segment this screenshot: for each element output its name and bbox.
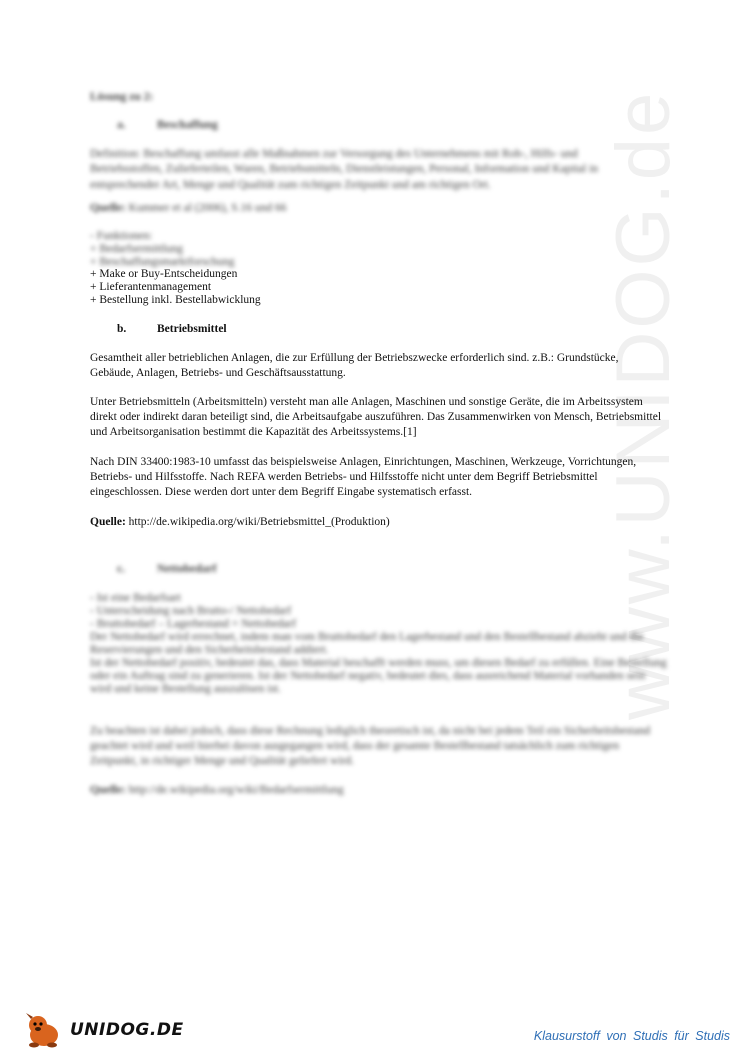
function-item: + Lieferantenmanagement <box>90 281 212 293</box>
source-text: Kummer et al (2006), S.16 und 66 <box>128 202 287 214</box>
text-line: Unter Betriebsmitteln (Arbeitsmitteln) versteht man alle Anlagen, Maschinen und sonstige Geräte, die im Arbeitssystem <box>90 396 643 408</box>
solution-heading: Lösung zu 2: <box>90 91 154 103</box>
text-line: Zu beachten ist dabei jedoch, dass diese Rechnung lediglich theoretisch ist, da nicht bei jedem Teil ein Sicherheitsbestand <box>90 725 651 737</box>
source-label: Quelle: <box>90 202 126 214</box>
text-line: wird und keine Bestellung auszulösen ist. <box>90 683 281 695</box>
source-label: Quelle: <box>90 516 126 528</box>
text-line: direkt oder indirekt daran beteiligt sind, die Arbeitsaufgabe auszuführen. Das Zusammenwirken von Mensch, Betriebsmittel <box>90 411 662 423</box>
text-line: Gesamtheit aller betrieblichen Anlagen, die zur Erfüllung der Betriebszwecke erforderlich sind. z.B.: Grundstücke, <box>90 352 619 364</box>
text-line: geachtet wird und weil hierbei davon ausgegangen wird, dass der gesamte Bestellbestand tatsächlich zum richtigen <box>90 740 620 752</box>
unidog-logo[interactable] <box>22 1011 184 1049</box>
text-line: und Arbeitsorganisation bestimmt die Kapazität des Arbeitssystems.[1] <box>90 426 417 438</box>
text-line: eingeschlossen. Diese werden dort unter dem Begriff Eingabe systematisch erfasst. <box>90 486 473 498</box>
section-c-title: Nettobedarf <box>157 563 217 575</box>
functions-header: - Funktionen: <box>90 230 153 242</box>
bullet-item: - Ist eine Bedarfsart <box>90 592 182 604</box>
section-b-letter: b. <box>117 323 127 335</box>
function-item: + Beschaffungsmarktforschung <box>90 256 235 268</box>
section-c-source <box>90 784 344 797</box>
source-label: Quelle: <box>90 784 126 796</box>
footer-tagline: Klausurstoff von Studis für Studis <box>533 1029 730 1043</box>
bullet-item: - Unterscheidung nach Brutto-/ Nettobedarf <box>90 605 292 617</box>
text-line: Ist der Nettobedarf positiv, bedeutet das, dass Material beschafft werden muss, um diesen Bedarf zu erfüllen. Eine Bestellung <box>90 657 667 669</box>
text-line: Gebäude, Anlagen, Betriebs- und Geschäftsausstattung. <box>90 367 346 379</box>
text-line: Zeitpunkt, in richtiger Menge und Qualität geliefert wird. <box>90 755 355 767</box>
function-item: + Bestellung inkl. Bestellabwicklung <box>90 294 261 306</box>
section-a-source <box>90 202 286 215</box>
bullet-item: - Bruttobedarf – Lagerbestand = Nettobedarf <box>90 618 297 630</box>
text-line: Reservierungen und den Sicherheitsbestand addiert. <box>90 644 329 656</box>
section-a-definition: Definition: Beschaffung umfasst alle Maßnahmen zur Versorgung des Unternehmens mit Roh-, Hilfs- und Betriebsstoffen, Zulieferteilen, Waren, Betriebsmitteln, Dienstleistungen, Personal, Information und Kapital in entsprechender Art, Menge und Qualität zum richtigen Zeitpunkt und am richtigen Ort. <box>90 148 599 191</box>
logo-text: UNIDOG.DE <box>70 1020 184 1040</box>
function-item: + Make or Buy-Entscheidungen <box>90 268 238 280</box>
section-b-title: Betriebsmittel <box>157 323 227 335</box>
text-line: oder ein Auftrag sind zu generieren. Ist der Nettobedarf negativ, bedeutet dies, dass ausreichend Material vorhanden sein <box>90 670 646 682</box>
text-line: Der Nettobedarf wird errechnet, indem man vom Bruttobedarf den Lagerbestand und den Bestellbestand abzieht und die <box>90 631 644 643</box>
section-a-title: Beschaffung <box>157 119 218 131</box>
watermark: www.UNIDOG.de <box>601 89 686 720</box>
function-item: + Bedarfsermittlung <box>90 243 184 255</box>
source-link[interactable]: http://de.wikipedia.org/wiki/Betriebsmittel_(Produktion) <box>128 516 390 528</box>
section-a-letter: a. <box>117 119 126 131</box>
section-c-letter: c. <box>117 563 125 575</box>
section-b-source <box>90 516 390 529</box>
dog-mascot-icon <box>22 1011 68 1049</box>
source-text: http://de.wikipedia.org/wiki/Bedarfsermittlung <box>128 784 344 796</box>
text-line: Nach DIN 33400:1983-10 umfasst das beispielsweise Anlagen, Einrichtungen, Maschinen, Werkzeuge, Vorrichtungen, <box>90 456 637 468</box>
text-line: Betriebs- und Hilfsstoffe. Nach REFA werden Betriebs- und Hilfsstoffe nicht unter dem Begriff Betriebsmittel <box>90 471 598 483</box>
